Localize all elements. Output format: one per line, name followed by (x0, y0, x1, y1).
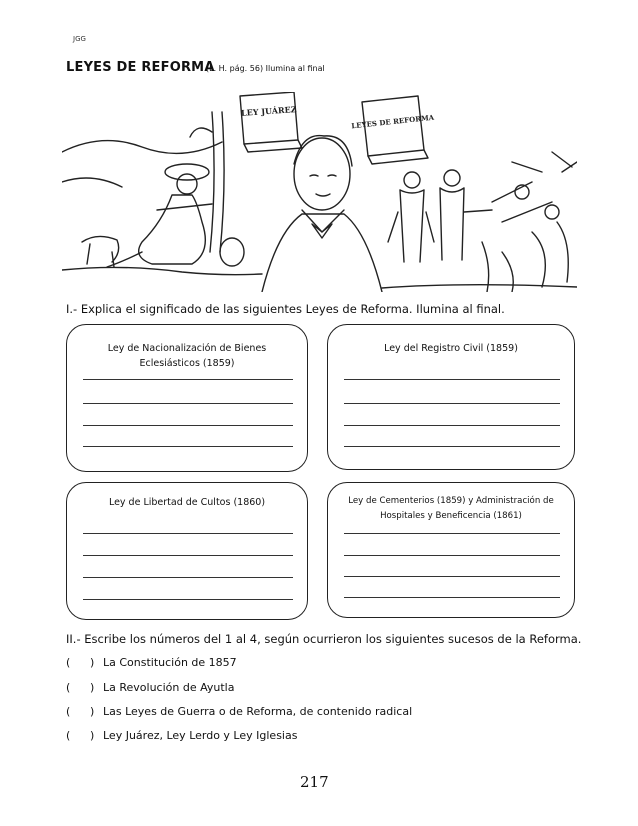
law-box-registro-civil (327, 324, 575, 470)
box-title-line2: Hospitales y Beneficencia (1861) (380, 511, 522, 521)
law-box-cementerios (327, 482, 575, 618)
answer-line[interactable] (83, 555, 293, 556)
section2-prompt: II.- Escribe los números del 1 al 4, según ocurrieron los siguientes sucesos de la Reforma. (66, 632, 582, 646)
page-number: 217 (300, 773, 329, 791)
answer-line[interactable] (344, 533, 560, 534)
answer-line[interactable] (344, 379, 560, 380)
answer-line[interactable] (344, 425, 560, 426)
title-note: (L. H. pág. 56) Ilumina al final (206, 64, 325, 73)
answer-line[interactable] (344, 446, 560, 447)
reforma-illustration (62, 92, 577, 292)
book-left-label: LEY JUÁREZ (240, 104, 297, 118)
item-text: La Constitución de 1857 (103, 656, 237, 669)
item-text: Ley Juárez, Ley Lerdo y Ley Iglesias (103, 729, 298, 742)
header-code: JGG (73, 35, 86, 43)
open-paren: ( (66, 705, 71, 718)
answer-line[interactable] (83, 599, 293, 600)
answer-line[interactable] (344, 403, 560, 404)
open-paren: ( (66, 681, 71, 694)
law-box-nacionalizacion (66, 324, 308, 472)
answer-line[interactable] (83, 425, 293, 426)
box-title-line1: Ley del Registro Civil (1859) (384, 343, 518, 354)
section1-prompt: I.- Explica el significado de las siguientes Leyes de Reforma. Ilumina al final. (66, 302, 505, 316)
close-paren: ) (90, 729, 95, 742)
answer-line[interactable] (83, 446, 293, 447)
box-title-line1: Ley de Cementerios (1859) y Administración de (348, 496, 554, 506)
box-title-line1: Ley de Libertad de Cultos (1860) (108, 497, 266, 508)
answer-line[interactable] (344, 576, 560, 577)
answer-line[interactable] (83, 379, 293, 380)
answer-line[interactable] (83, 577, 293, 578)
open-paren: ( (66, 729, 71, 742)
close-paren: ) (90, 656, 95, 669)
open-paren: ( (66, 656, 71, 669)
answer-line[interactable] (344, 597, 560, 598)
box-title-line2: Eclesiásticos (1859) (139, 358, 235, 369)
law-box-libertad-cultos (66, 482, 308, 620)
item-text: Las Leyes de Guerra o de Reforma, de contenido radical (103, 705, 413, 718)
item-text: La Revolución de Ayutla (103, 681, 235, 694)
close-paren: ) (90, 705, 95, 718)
answer-line[interactable] (83, 533, 293, 534)
answer-line[interactable] (83, 403, 293, 404)
book-right-label: LEYES DE REFORMA (350, 112, 435, 131)
page-title: LEYES DE REFORMA (66, 60, 215, 75)
answer-line[interactable] (344, 555, 560, 556)
close-paren: ) (90, 681, 95, 694)
box-title-line1: Ley de Nacionalización de Bienes (107, 343, 267, 354)
